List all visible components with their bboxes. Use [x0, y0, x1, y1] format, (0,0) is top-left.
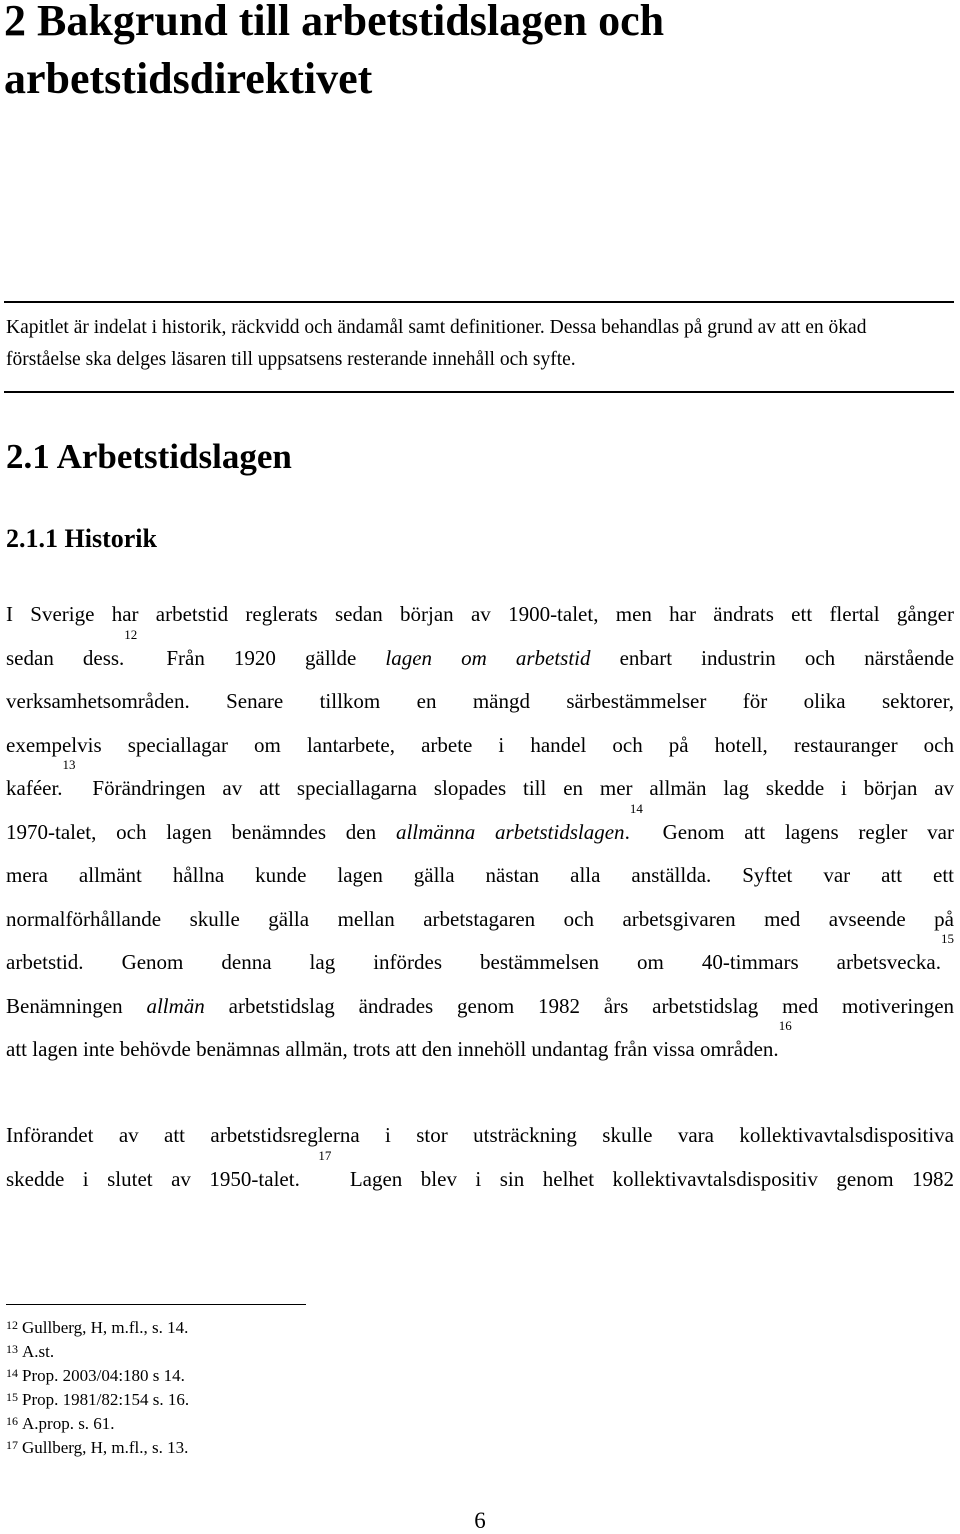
footnote-ref-13[interactable]: 13 — [62, 757, 76, 772]
text-run: enbart industrin och närstående — [619, 645, 955, 670]
paragraph-line — [6, 757, 955, 811]
text-run: Genom att lagens regler var — [662, 819, 954, 844]
text-run: Införandet av att arbetstidsreglerna i stor utsträckning skulle vara kollektivavtalsdispositiva — [6, 1123, 954, 1147]
footnote-ref-12[interactable]: 12 — [124, 626, 138, 642]
text-run: sedan dess. — [6, 645, 125, 670]
paragraph-line — [6, 854, 954, 898]
footnote-separator — [6, 1304, 306, 1305]
italic-term: lagen om arbetstid — [385, 645, 591, 670]
paragraph-line — [6, 1018, 954, 1072]
footnote-number: 15 — [6, 1390, 18, 1404]
intro-bottom-rule — [4, 391, 954, 393]
italic-term: allmänna arbetstidslagen — [395, 819, 625, 844]
footnote-text: Gullberg, H, m.fl., s. 14. — [22, 1318, 189, 1337]
text-run: verksamhetsområden. Senare tillkom en mängd särbestämmelser för olika sektorer, — [6, 689, 954, 713]
footnote-text: Gullberg, H, m.fl., s. 13. — [22, 1438, 189, 1457]
footnote — [6, 1436, 189, 1460]
text-run: Förändringen av att speciallagarna slopades till en mer allmän lag skedde i början av — [92, 776, 955, 800]
paragraph-line — [6, 1114, 954, 1158]
footnote-text: A.prop. s. 61. — [22, 1414, 115, 1433]
text-run: exempelvis speciallagar om lantarbete, arbete i handel och på hotell, restauranger och — [6, 732, 954, 757]
footnote — [6, 1364, 189, 1388]
paragraph-line — [6, 680, 954, 724]
text-run: mera allmänt hållna kunde lagen gälla nästan alla anställda. Syftet var att ett — [6, 863, 954, 887]
footnote-number: 12 — [6, 1318, 18, 1332]
chapter-intro — [6, 312, 956, 376]
footnote-ref-16[interactable]: 16 — [778, 1018, 792, 1033]
text-run: kaféer. — [6, 776, 63, 800]
chapter-title-line-1: 2 Bakgrund till arbetstidslagen och — [4, 0, 665, 45]
paragraph-line — [6, 931, 954, 985]
paragraph-line — [6, 626, 955, 681]
chapter-title-line-2: arbetstidsdirektivet — [4, 54, 373, 103]
text-run: 1970-talet, och lagen benämndes den — [6, 819, 377, 844]
footnote-text: Prop. 2003/04:180 s 14. — [22, 1366, 185, 1385]
footnote-number: 14 — [6, 1366, 18, 1380]
intro-line: Kapitlet är indelat i historik, räckvidd och ändamål samt definitioner. Dessa behandlas på grund av att en ökad — [6, 317, 867, 338]
footnote-ref-17[interactable]: 17 — [318, 1147, 332, 1163]
text-run: Från 1920 gällde — [166, 645, 357, 670]
footnote-number: 17 — [6, 1438, 18, 1452]
footnote-number: 13 — [6, 1342, 18, 1356]
paragraph-line — [6, 898, 954, 942]
body-paragraph-2 — [6, 1114, 954, 1201]
text-run: Lagen blev i sin helhet kollektivavtalsdispositiv genom 1982 — [349, 1166, 955, 1191]
paragraph-line — [6, 724, 954, 768]
footnote — [6, 1340, 189, 1364]
paragraph-line — [6, 985, 954, 1029]
subsection-title: 2.1.1 Historik — [6, 524, 157, 553]
footnotes — [6, 1316, 189, 1460]
text-run: arbetstidslag ändrades genom 1982 års arbetstidslag med motiveringen — [228, 993, 955, 1018]
body-paragraph-1 — [6, 593, 954, 1072]
intro-line: förståelse ska delges läsaren till uppsatsens resterande innehåll och syfte. — [6, 349, 576, 370]
intro-top-rule — [4, 301, 954, 303]
text-run: skedde i slutet av 1950-talet. — [6, 1166, 300, 1191]
paragraph-line — [6, 800, 954, 855]
text-run: arbetstid. Genom denna lag infördes bestämmelsen om 40-timmars arbetsvecka. — [6, 950, 941, 974]
text-run: . — [624, 819, 630, 844]
text-run: att lagen inte behövde benämnas allmän, trots att den innehöll undantag från vissa områden. — [6, 1037, 779, 1061]
page-number: 6 — [474, 1508, 486, 1533]
footnote-number: 16 — [6, 1414, 18, 1428]
paragraph-line — [6, 1147, 955, 1202]
footnote — [6, 1412, 189, 1436]
footnote-ref-15[interactable]: 15 — [941, 931, 954, 946]
paragraph-line — [6, 593, 954, 637]
footnote-text: Prop. 1981/82:154 s. 16. — [22, 1390, 190, 1409]
text-run: I Sverige har arbetstid reglerats sedan början av 1900-talet, men har ändrats ett flertal gånger — [6, 602, 954, 626]
text-run: normalförhållande skulle gälla mellan arbetstagaren och arbetsgivaren med avseende på — [6, 906, 954, 931]
text-run: Benämningen — [6, 993, 123, 1018]
chapter-title — [4, 0, 954, 108]
footnote — [6, 1316, 189, 1340]
footnote — [6, 1388, 189, 1412]
italic-term: allmän — [146, 993, 205, 1018]
section-title: 2.1 Arbetstidslagen — [6, 437, 292, 476]
footnote-ref-14[interactable]: 14 — [629, 800, 643, 816]
footnote-text: A.st. — [22, 1342, 55, 1361]
